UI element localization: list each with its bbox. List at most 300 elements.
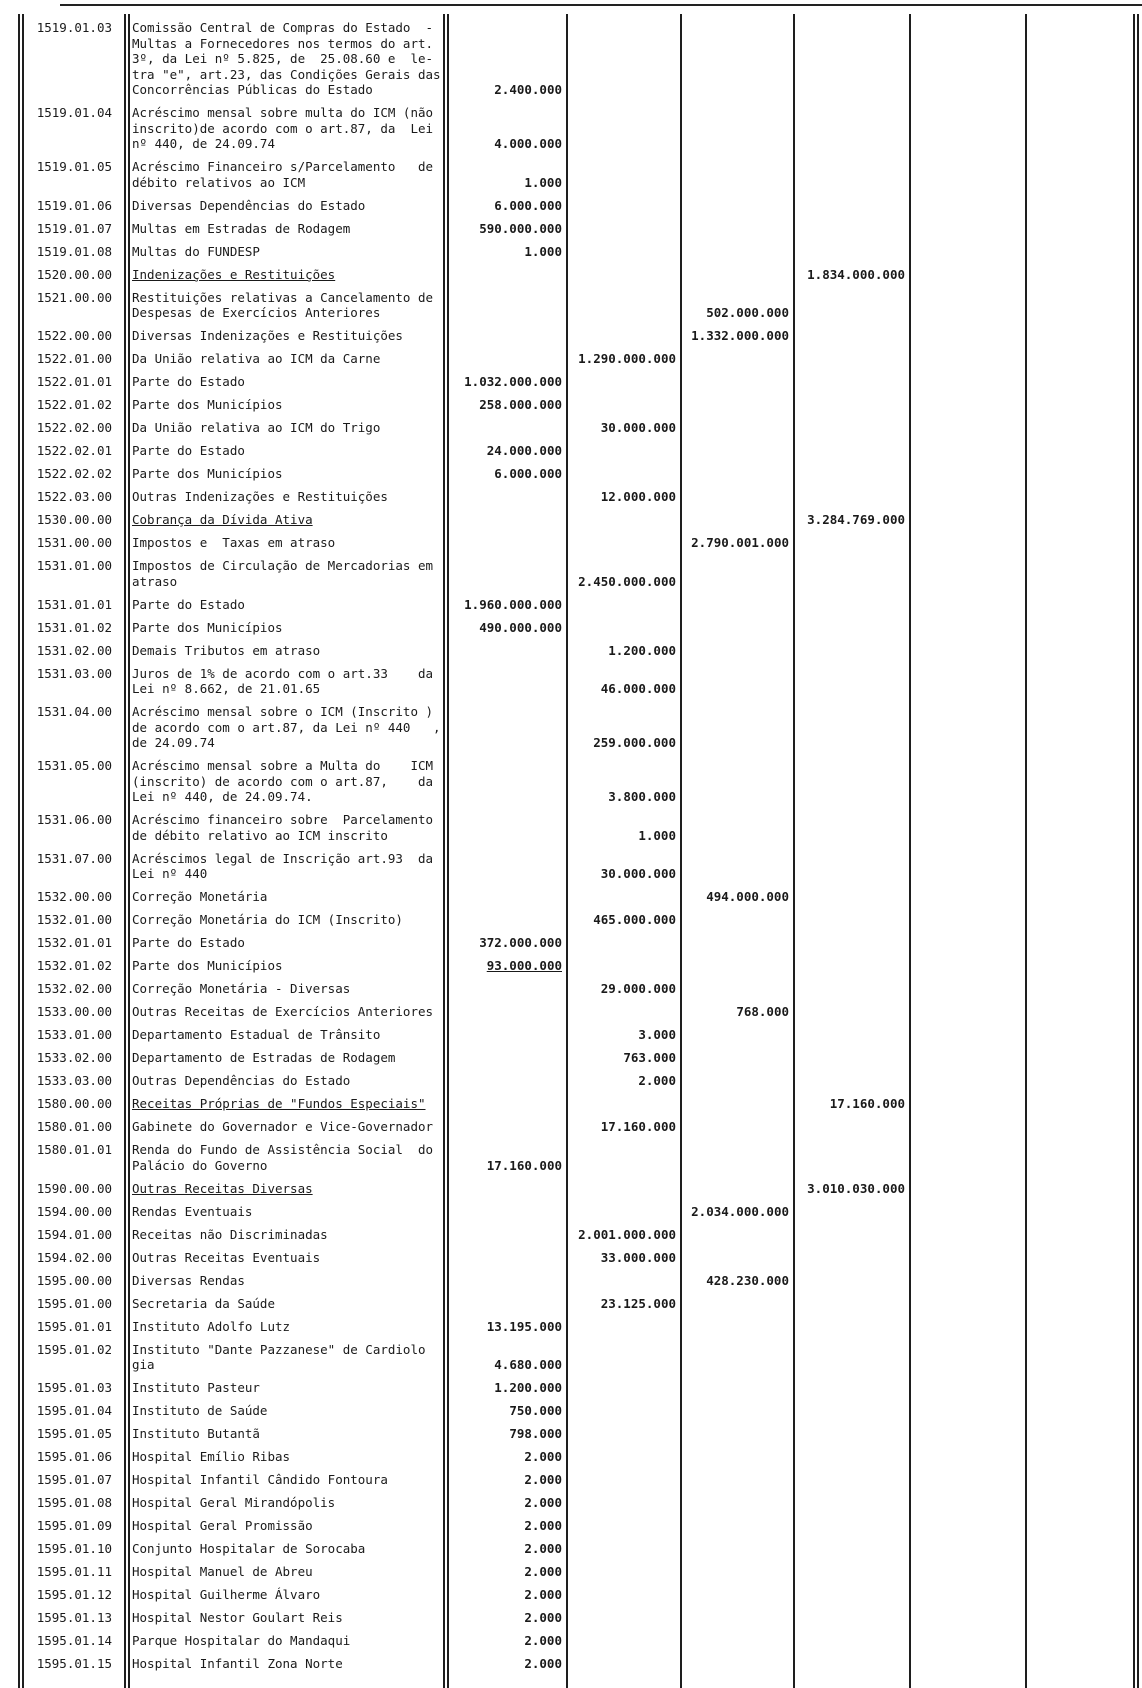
amount-column-4 bbox=[793, 808, 909, 847]
amount-column-3 bbox=[680, 662, 793, 701]
account-code: 1533.01.00 bbox=[36, 1027, 112, 1042]
amount-column-4 bbox=[793, 1491, 909, 1514]
account-description bbox=[126, 1315, 447, 1338]
amount-column-1 bbox=[447, 416, 566, 439]
empty-column bbox=[1025, 508, 1133, 531]
amount-column-2 bbox=[566, 1422, 680, 1445]
amount-column-1 bbox=[447, 286, 566, 325]
amount-column-1 bbox=[447, 1376, 566, 1399]
amount-column-3 bbox=[680, 1376, 793, 1399]
amount-column-3 bbox=[680, 639, 793, 662]
account-code: 1594.00.00 bbox=[36, 1203, 112, 1219]
table-row bbox=[22, 1000, 1133, 1023]
amount-column-2 bbox=[566, 1046, 680, 1069]
empty-column bbox=[1025, 1376, 1133, 1399]
amount-value: 2.000 bbox=[524, 1449, 562, 1464]
table-row bbox=[22, 1468, 1133, 1491]
amount-column-3 bbox=[680, 101, 793, 155]
table-row bbox=[22, 1292, 1133, 1315]
amount-value: 2.000 bbox=[638, 1073, 676, 1088]
amount-column-3 bbox=[680, 393, 793, 416]
account-description bbox=[126, 1468, 447, 1491]
amount-column-2 bbox=[566, 885, 680, 908]
empty-column bbox=[909, 1092, 1025, 1115]
table-row bbox=[22, 194, 1133, 217]
amount-column-1 bbox=[447, 977, 566, 1000]
column-rule bbox=[1137, 14, 1139, 1688]
description-text: Hospital Guilherme Álvaro bbox=[132, 1587, 321, 1602]
amount-value: 30.000.000 bbox=[600, 420, 676, 435]
amount-column-2 bbox=[566, 1560, 680, 1583]
description-text: Instituto Pasteur bbox=[132, 1380, 260, 1395]
amount-column-4 bbox=[793, 101, 909, 155]
description-text: Diversas Rendas bbox=[132, 1272, 245, 1288]
description-text: Parte do Estado bbox=[132, 596, 245, 612]
description-text: Parte do Estado bbox=[132, 443, 245, 458]
amount-column-1 bbox=[447, 1606, 566, 1629]
amount-column-2 bbox=[566, 240, 680, 263]
amount-column-2 bbox=[566, 1606, 680, 1629]
amount-column-3 bbox=[680, 1445, 793, 1468]
amount-column-4 bbox=[793, 1315, 909, 1338]
empty-column bbox=[909, 439, 1025, 462]
amount-column-3 bbox=[680, 240, 793, 263]
amount-column-4 bbox=[793, 662, 909, 701]
table-row bbox=[22, 1445, 1133, 1468]
empty-column bbox=[909, 908, 1025, 931]
amount-column-2 bbox=[566, 508, 680, 531]
account-description bbox=[126, 1177, 447, 1200]
amount-column-1 bbox=[447, 439, 566, 462]
description-text: Outras Receitas Diversas bbox=[132, 1180, 313, 1196]
amount-column-1 bbox=[447, 931, 566, 954]
amount-column-2 bbox=[566, 263, 680, 286]
amount-column-2 bbox=[566, 1223, 680, 1246]
amount-column-3 bbox=[680, 954, 793, 977]
table-row bbox=[22, 754, 1133, 808]
table-row bbox=[22, 1092, 1133, 1115]
empty-column bbox=[1025, 639, 1133, 662]
empty-column bbox=[909, 531, 1025, 554]
table-row bbox=[22, 1560, 1133, 1583]
amount-column-4 bbox=[793, 639, 909, 662]
empty-column bbox=[909, 1652, 1025, 1675]
amount-value: 30.000.000 bbox=[600, 866, 676, 881]
amount-column-1 bbox=[447, 885, 566, 908]
amount-column-4 bbox=[793, 1115, 909, 1138]
amount-column-3 bbox=[680, 485, 793, 508]
account-code: 1522.00.00 bbox=[36, 328, 112, 343]
amount-column-2 bbox=[566, 954, 680, 977]
amount-column-4 bbox=[793, 1000, 909, 1023]
amount-column-3 bbox=[680, 1491, 793, 1514]
account-description bbox=[126, 1629, 447, 1652]
amount-column-3 bbox=[680, 508, 793, 531]
amount-column-2 bbox=[566, 16, 680, 101]
account-code: 1532.01.01 bbox=[36, 935, 112, 950]
amount-value: 1.000 bbox=[638, 827, 676, 843]
account-description bbox=[126, 885, 447, 908]
account-description bbox=[126, 554, 447, 593]
amount-value: 798.000 bbox=[509, 1426, 562, 1441]
amount-value: 17.160.000 bbox=[829, 1096, 905, 1111]
amount-column-3 bbox=[680, 1338, 793, 1377]
account-code: 1531.04.00 bbox=[36, 704, 112, 719]
account-description bbox=[126, 808, 447, 847]
amount-column-4 bbox=[793, 1376, 909, 1399]
empty-column bbox=[1025, 1138, 1133, 1177]
amount-value: 4.000.000 bbox=[494, 136, 562, 151]
amount-column-1 bbox=[447, 393, 566, 416]
account-description bbox=[126, 1338, 447, 1377]
table-row bbox=[22, 1046, 1133, 1069]
amount-column-3 bbox=[680, 1269, 793, 1292]
account-description bbox=[126, 439, 447, 462]
amount-column-4 bbox=[793, 263, 909, 286]
account-description bbox=[126, 485, 447, 508]
empty-column bbox=[909, 1292, 1025, 1315]
description-text: Parte do Estado bbox=[132, 374, 245, 389]
table-row bbox=[22, 416, 1133, 439]
amount-column-2 bbox=[566, 1445, 680, 1468]
amount-column-3 bbox=[680, 1138, 793, 1177]
description-text: Hospital Emílio Ribas bbox=[132, 1449, 291, 1464]
description-text: Impostos de Circulação de Mercadorias em atraso bbox=[132, 558, 434, 589]
amount-column-2 bbox=[566, 217, 680, 240]
table-row bbox=[22, 1069, 1133, 1092]
table-row bbox=[22, 808, 1133, 847]
amount-column-4 bbox=[793, 977, 909, 1000]
empty-column bbox=[909, 155, 1025, 194]
amount-column-3 bbox=[680, 700, 793, 754]
description-text: Parte dos Municípios bbox=[132, 619, 283, 635]
amount-column-1 bbox=[447, 1069, 566, 1092]
account-description bbox=[126, 508, 447, 531]
amount-column-1 bbox=[447, 1092, 566, 1115]
account-description bbox=[126, 754, 447, 808]
empty-column bbox=[1025, 347, 1133, 370]
empty-column bbox=[1025, 1606, 1133, 1629]
amount-column-1 bbox=[447, 847, 566, 886]
account-code: 1533.03.00 bbox=[36, 1073, 112, 1088]
amount-column-1 bbox=[447, 1652, 566, 1675]
amount-column-2 bbox=[566, 908, 680, 931]
amount-value: 494.000.000 bbox=[706, 889, 789, 904]
table-row bbox=[22, 393, 1133, 416]
empty-column bbox=[909, 1338, 1025, 1377]
amount-column-3 bbox=[680, 808, 793, 847]
amount-value: 2.790.001.000 bbox=[691, 535, 789, 550]
amount-column-2 bbox=[566, 662, 680, 701]
amount-column-3 bbox=[680, 908, 793, 931]
amount-column-1 bbox=[447, 662, 566, 701]
account-description bbox=[126, 263, 447, 286]
amount-column-1 bbox=[447, 16, 566, 101]
empty-column bbox=[1025, 1000, 1133, 1023]
amount-value: 29.000.000 bbox=[600, 981, 676, 996]
amount-column-3 bbox=[680, 263, 793, 286]
table-row bbox=[22, 155, 1133, 194]
amount-column-4 bbox=[793, 1629, 909, 1652]
description-text: Diversas Dependências do Estado bbox=[132, 197, 366, 213]
amount-column-2 bbox=[566, 1652, 680, 1675]
account-code: 1522.03.00 bbox=[36, 489, 112, 504]
table-row bbox=[22, 1514, 1133, 1537]
amount-column-1 bbox=[447, 531, 566, 554]
amount-column-3 bbox=[680, 324, 793, 347]
account-description bbox=[126, 1376, 447, 1399]
account-description bbox=[126, 1200, 447, 1223]
table-row bbox=[22, 977, 1133, 1000]
account-code: 1531.02.00 bbox=[36, 642, 112, 658]
description-text: Cobrança da Dívida Ativa bbox=[132, 512, 313, 527]
amount-value: 502.000.000 bbox=[706, 305, 789, 320]
account-code: 1595.01.10 bbox=[36, 1541, 112, 1556]
description-text: Da União relativa ao ICM da Carne bbox=[132, 351, 381, 366]
account-description bbox=[126, 155, 447, 194]
amount-value: 3.010.030.000 bbox=[807, 1180, 905, 1196]
empty-column bbox=[909, 977, 1025, 1000]
account-code: 1595.01.02 bbox=[36, 1341, 112, 1357]
amount-value: 33.000.000 bbox=[600, 1249, 676, 1265]
amount-column-4 bbox=[793, 485, 909, 508]
account-code: 1519.01.06 bbox=[36, 197, 112, 213]
empty-column bbox=[909, 1422, 1025, 1445]
empty-column bbox=[909, 1115, 1025, 1138]
amount-column-2 bbox=[566, 347, 680, 370]
account-description bbox=[126, 324, 447, 347]
amount-column-4 bbox=[793, 1468, 909, 1491]
amount-column-3 bbox=[680, 439, 793, 462]
amount-column-2 bbox=[566, 101, 680, 155]
amount-column-1 bbox=[447, 1629, 566, 1652]
amount-value: 1.290.000.000 bbox=[578, 351, 676, 366]
empty-column bbox=[909, 954, 1025, 977]
amount-value: 23.125.000 bbox=[600, 1295, 676, 1311]
amount-column-1 bbox=[447, 954, 566, 977]
amount-value: 2.000 bbox=[524, 1656, 562, 1671]
amount-column-1 bbox=[447, 1338, 566, 1377]
description-text: Gabinete do Governador e Vice-Governador bbox=[132, 1119, 434, 1134]
empty-column bbox=[1025, 977, 1133, 1000]
description-text: Secretaria da Saúde bbox=[132, 1295, 275, 1311]
amount-column-2 bbox=[566, 1583, 680, 1606]
empty-column bbox=[909, 263, 1025, 286]
amount-column-4 bbox=[793, 347, 909, 370]
account-code: 1519.01.05 bbox=[36, 159, 112, 174]
amount-column-2 bbox=[566, 1537, 680, 1560]
account-description bbox=[126, 1069, 447, 1092]
amount-column-4 bbox=[793, 155, 909, 194]
amount-value: 1.200.000 bbox=[608, 642, 676, 658]
amount-column-1 bbox=[447, 1200, 566, 1223]
account-description bbox=[126, 1652, 447, 1675]
amount-column-1 bbox=[447, 908, 566, 931]
amount-column-3 bbox=[680, 1583, 793, 1606]
empty-column bbox=[1025, 416, 1133, 439]
empty-column bbox=[1025, 1069, 1133, 1092]
amount-column-3 bbox=[680, 1652, 793, 1675]
amount-column-4 bbox=[793, 593, 909, 616]
account-description bbox=[126, 101, 447, 155]
amount-column-3 bbox=[680, 531, 793, 554]
amount-value: 13.195.000 bbox=[486, 1318, 562, 1334]
amount-column-4 bbox=[793, 908, 909, 931]
amount-column-4 bbox=[793, 286, 909, 325]
account-description bbox=[126, 393, 447, 416]
amount-column-4 bbox=[793, 324, 909, 347]
empty-column bbox=[909, 347, 1025, 370]
amount-column-3 bbox=[680, 217, 793, 240]
account-description bbox=[126, 16, 447, 101]
amount-column-4 bbox=[793, 754, 909, 808]
description-text: Instituto de Saúde bbox=[132, 1403, 268, 1418]
amount-column-1 bbox=[447, 1246, 566, 1269]
amount-column-4 bbox=[793, 194, 909, 217]
amount-column-4 bbox=[793, 1046, 909, 1069]
amount-value: 1.834.000.000 bbox=[807, 266, 905, 282]
amount-value: 2.450.000.000 bbox=[578, 573, 676, 589]
amount-column-3 bbox=[680, 1115, 793, 1138]
table-row bbox=[22, 908, 1133, 931]
empty-column bbox=[1025, 1246, 1133, 1269]
amount-value: 3.000 bbox=[638, 1027, 676, 1042]
amount-column-2 bbox=[566, 324, 680, 347]
amount-column-2 bbox=[566, 286, 680, 325]
account-code: 1531.01.01 bbox=[36, 596, 112, 612]
empty-column bbox=[909, 286, 1025, 325]
empty-column bbox=[909, 393, 1025, 416]
amount-value: 1.332.000.000 bbox=[691, 328, 789, 343]
amount-column-4 bbox=[793, 16, 909, 101]
empty-column bbox=[909, 1046, 1025, 1069]
description-text: Receitas Próprias de "Fundos Especiais" bbox=[132, 1096, 426, 1111]
empty-column bbox=[909, 1583, 1025, 1606]
amount-value: 24.000.000 bbox=[486, 443, 562, 458]
amount-column-2 bbox=[566, 1292, 680, 1315]
account-description bbox=[126, 1422, 447, 1445]
amount-value: 12.000.000 bbox=[600, 489, 676, 504]
amount-column-2 bbox=[566, 1376, 680, 1399]
account-code: 1595.01.04 bbox=[36, 1403, 112, 1418]
description-text: Comissão Central de Compras do Estado - Multas a Fornecedores nos termos do art. 3º, da Lei nº 5.825, de 25.08.60 e le- tra "e", art.23, das Condições Gerais das Concorrências Públicas do Estado bbox=[132, 20, 441, 97]
amount-column-1 bbox=[447, 1560, 566, 1583]
amount-column-3 bbox=[680, 1046, 793, 1069]
description-text: Instituto Adolfo Lutz bbox=[132, 1318, 291, 1334]
empty-column bbox=[909, 1468, 1025, 1491]
amount-column-2 bbox=[566, 1514, 680, 1537]
amount-column-2 bbox=[566, 1315, 680, 1338]
empty-column bbox=[1025, 155, 1133, 194]
description-text: Parte do Estado bbox=[132, 935, 245, 950]
empty-column bbox=[1025, 1514, 1133, 1537]
amount-column-3 bbox=[680, 1023, 793, 1046]
description-text: Acréscimo mensal sobre a Multa do ICM (inscrito) de acordo com o art.87, da Lei nº 440, de 24.09.74. bbox=[132, 758, 434, 804]
amount-column-4 bbox=[793, 508, 909, 531]
amount-value: 2.034.000.000 bbox=[691, 1203, 789, 1219]
account-description bbox=[126, 908, 447, 931]
account-code: 1531.01.00 bbox=[36, 558, 112, 573]
amount-value: 372.000.000 bbox=[479, 935, 562, 950]
amount-column-4 bbox=[793, 1537, 909, 1560]
account-code: 1519.01.07 bbox=[36, 220, 112, 236]
empty-column bbox=[1025, 593, 1133, 616]
account-description bbox=[126, 1023, 447, 1046]
amount-column-3 bbox=[680, 1223, 793, 1246]
account-code: 1522.01.02 bbox=[36, 397, 112, 412]
description-text: Juros de 1% de acordo com o art.33 da Lei nº 8.662, de 21.01.65 bbox=[132, 665, 434, 696]
amount-value: 2.400.000 bbox=[494, 82, 562, 97]
account-code: 1522.01.01 bbox=[36, 374, 112, 389]
account-code: 1590.00.00 bbox=[36, 1180, 112, 1196]
account-code: 1595.01.06 bbox=[36, 1449, 112, 1464]
account-code: 1595.01.03 bbox=[36, 1380, 112, 1395]
amount-column-1 bbox=[447, 1399, 566, 1422]
account-code: 1532.01.00 bbox=[36, 912, 112, 927]
description-text: Multas do FUNDESP bbox=[132, 243, 260, 259]
amount-column-3 bbox=[680, 1292, 793, 1315]
amount-value: 259.000.000 bbox=[593, 735, 676, 750]
table-row bbox=[22, 616, 1133, 639]
amount-value: 768.000 bbox=[736, 1004, 789, 1019]
empty-column bbox=[909, 16, 1025, 101]
amount-value: 750.000 bbox=[509, 1403, 562, 1418]
amount-column-3 bbox=[680, 1177, 793, 1200]
account-description bbox=[126, 416, 447, 439]
empty-column bbox=[1025, 1023, 1133, 1046]
empty-column bbox=[1025, 700, 1133, 754]
description-text: Departamento de Estradas de Rodagem bbox=[132, 1050, 396, 1065]
empty-column bbox=[909, 324, 1025, 347]
amount-column-1 bbox=[447, 1537, 566, 1560]
table-row bbox=[22, 954, 1133, 977]
table-row bbox=[22, 240, 1133, 263]
account-description bbox=[126, 847, 447, 886]
table-row bbox=[22, 439, 1133, 462]
amount-column-1 bbox=[447, 1583, 566, 1606]
table-row bbox=[22, 593, 1133, 616]
account-description bbox=[126, 1514, 447, 1537]
table-row bbox=[22, 847, 1133, 886]
account-description bbox=[126, 1491, 447, 1514]
amount-column-2 bbox=[566, 1269, 680, 1292]
empty-column bbox=[1025, 908, 1133, 931]
amount-value: 428.230.000 bbox=[706, 1272, 789, 1288]
amount-column-2 bbox=[566, 1177, 680, 1200]
amount-column-4 bbox=[793, 1583, 909, 1606]
amount-column-2 bbox=[566, 1115, 680, 1138]
amount-column-4 bbox=[793, 616, 909, 639]
amount-column-4 bbox=[793, 1652, 909, 1675]
amount-column-4 bbox=[793, 1092, 909, 1115]
empty-column bbox=[1025, 1177, 1133, 1200]
amount-column-1 bbox=[447, 101, 566, 155]
account-description bbox=[126, 1445, 447, 1468]
amount-column-2 bbox=[566, 593, 680, 616]
amount-column-2 bbox=[566, 1468, 680, 1491]
amount-column-1 bbox=[447, 1115, 566, 1138]
description-text: Hospital Nestor Goulart Reis bbox=[132, 1610, 343, 1625]
amount-column-1 bbox=[447, 324, 566, 347]
amount-value: 2.000 bbox=[524, 1633, 562, 1648]
table-row bbox=[22, 639, 1133, 662]
amount-column-2 bbox=[566, 531, 680, 554]
amount-value: 1.032.000.000 bbox=[464, 374, 562, 389]
amount-column-4 bbox=[793, 1023, 909, 1046]
empty-column bbox=[909, 639, 1025, 662]
account-code: 1522.02.01 bbox=[36, 443, 112, 458]
amount-column-1 bbox=[447, 616, 566, 639]
